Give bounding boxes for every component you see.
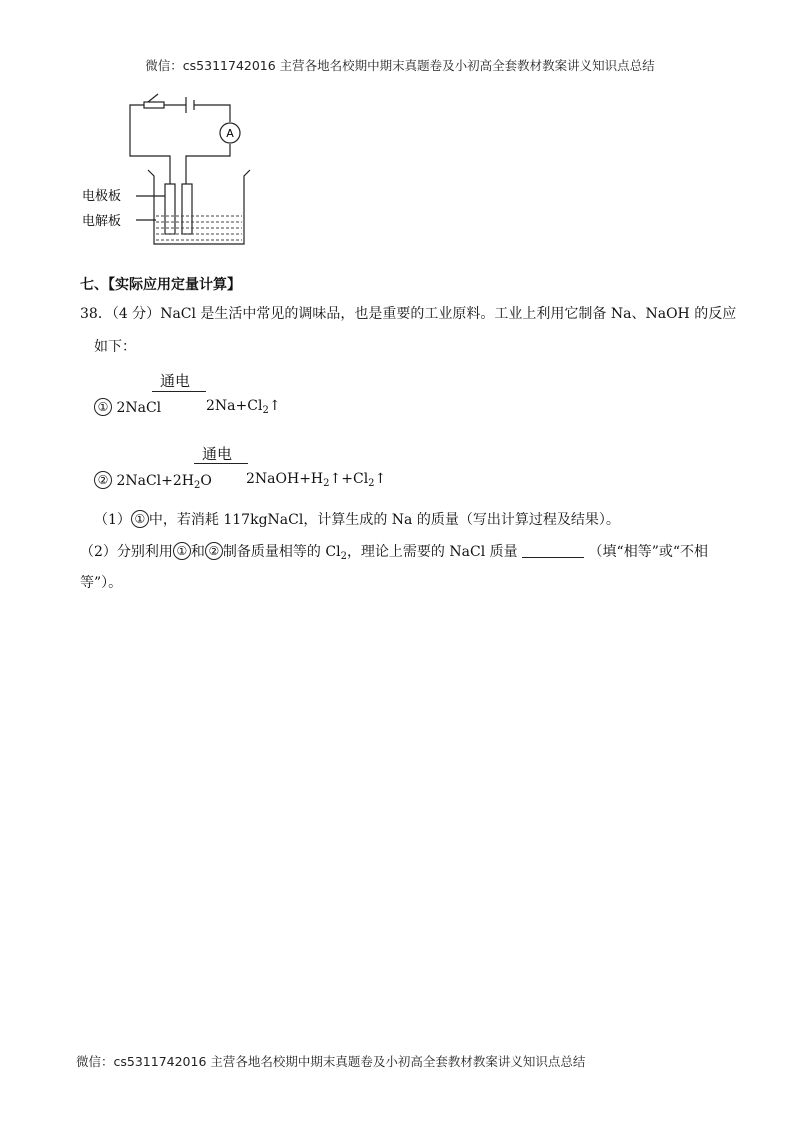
reaction-1-condition: 通电 [160, 372, 191, 390]
section-title: 七、【实际应用定量计算】 [80, 277, 241, 293]
question-stem-continued: 如下： [94, 339, 136, 355]
circuit-wire-top-right [194, 105, 230, 122]
electrolyte-liquid [156, 216, 242, 240]
question-score: （4 分） [111, 306, 161, 322]
question-number: 38． [80, 306, 112, 322]
reaction-1-marker: ① [94, 398, 112, 416]
page-header: 微信：cs5311742016 主营各地名校期中期末真题卷及小初高全套教材教案讲义知识点总结 [145, 58, 655, 73]
reaction-2-left: ② $2NaCl+2H_2O$ [94, 471, 212, 491]
reaction-2-condition: 通电 [202, 445, 233, 463]
reaction-2-products: $2NaOH+H_2↑+Cl_2↑$ [246, 471, 387, 489]
switch-base [144, 102, 164, 108]
page-footer: 微信：cs5311742016 主营各地名校期中期末真题卷及小初高全套教材教案讲义知识点总结 [76, 1054, 586, 1069]
reaction-2-reactants-a: 2NaCl+2H [116, 473, 194, 489]
electrode-label: 电极板 [82, 189, 122, 204]
reaction-2-marker: ② [94, 471, 112, 489]
right-electrode [182, 184, 192, 234]
ammeter-symbol: A [226, 127, 234, 140]
circuit-wire-left [130, 105, 170, 166]
reaction-1-condition-line [152, 391, 206, 392]
question-text: NaCl 是生活中常见的调味品，也是重要的工业原料。工业上利用它制备 Na、NaOH 的反应 [160, 306, 737, 322]
sub-question-1: （1） ① 中，若消耗 117kgNaCl，计算生成的 Na 的质量（写出计算过程及结果）。 [94, 512, 620, 528]
electrolyte-label: 电解板 [82, 214, 122, 229]
left-electrode [165, 184, 175, 234]
reaction-2-condition-line [194, 463, 248, 464]
sub-question-1-marker: ① [131, 510, 149, 528]
sub-question-2: （2）分别利用 ① 和 ② 制备质量相等的 $Cl_2$，理论上需要的 NaCl 质量 （填“相等”或“不相 [80, 544, 709, 562]
sub-question-2-continued: 等”）。 [80, 575, 123, 591]
circuit-wire-right [186, 144, 230, 166]
reaction-1-left [94, 398, 161, 416]
answer-blank[interactable] [522, 544, 584, 558]
switch-lever [148, 94, 158, 102]
circuit-diagram [82, 88, 282, 258]
question-stem [80, 303, 736, 323]
beaker [148, 170, 250, 244]
reaction-1-reactants: 2NaCl [116, 400, 162, 416]
electrolysis-apparatus-figure [82, 88, 282, 258]
reaction-1-products: $2Na+Cl_2↑$ [206, 398, 281, 416]
